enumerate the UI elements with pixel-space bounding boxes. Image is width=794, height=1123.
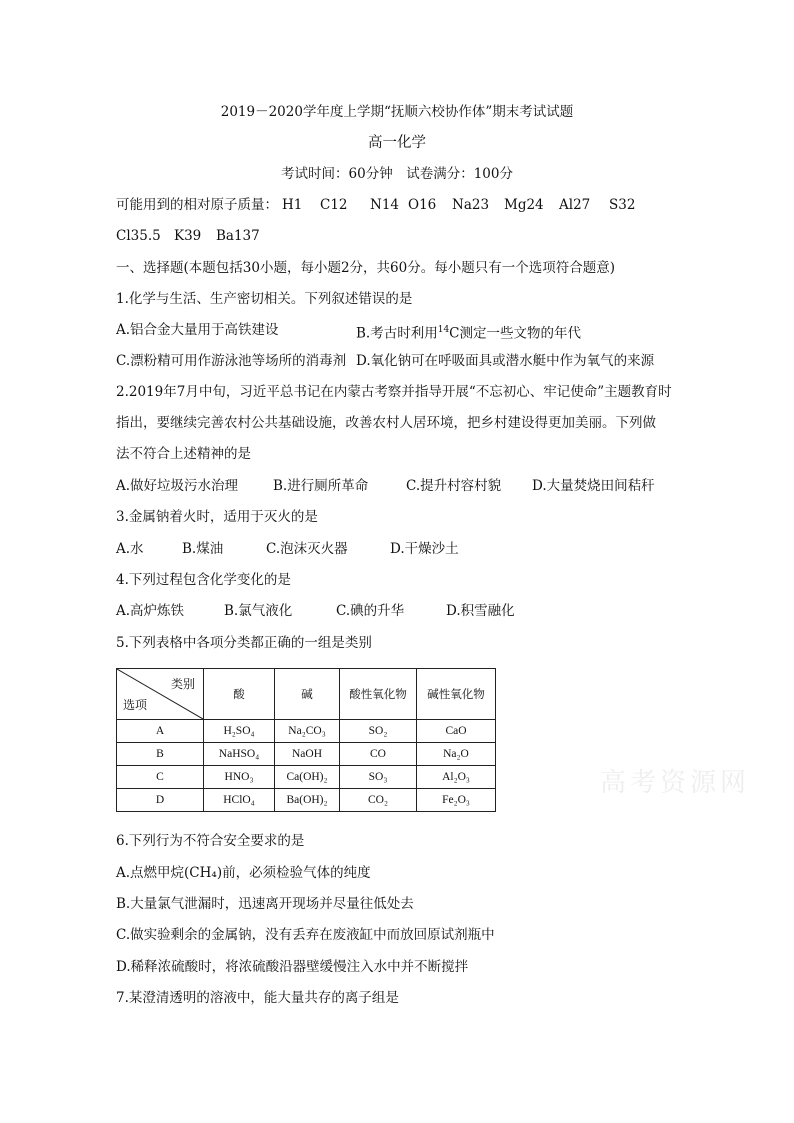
option-d: D.大量焚烧田间秸秆 bbox=[532, 478, 655, 494]
option-d: D.氧化钠可在呼吸面具或潜水艇中作为氧气的来源 bbox=[356, 353, 655, 369]
table-row bbox=[117, 789, 496, 812]
option-d: D.稀释浓硫酸时，将浓硫酸沿器壁缓慢注入水中并不断搅拌 bbox=[116, 959, 469, 975]
mass-item: N14 bbox=[370, 197, 399, 213]
option-b: B.进行厕所革命 bbox=[273, 478, 369, 494]
table-cell: Ca(OH)₂ bbox=[275, 766, 340, 789]
subject-title: 高一化学 bbox=[368, 135, 426, 151]
table-cell: Fe₂O₃ bbox=[417, 789, 496, 812]
mass-item: Na23 bbox=[452, 197, 490, 213]
mass-item: Mg24 bbox=[504, 197, 544, 213]
option-b: B.氯气液化 bbox=[224, 603, 293, 619]
table-cell: HClO₄ bbox=[204, 789, 275, 812]
table-cell: Na₂O bbox=[417, 743, 496, 766]
table-row bbox=[117, 766, 496, 789]
table-cell: NaOH bbox=[275, 743, 340, 766]
table-cell: SO₂ bbox=[340, 720, 417, 743]
mass-item: Cl35.5 bbox=[116, 228, 161, 244]
question-5-stem: 5.下列表格中各项分类都正确的一组是类别 bbox=[116, 635, 372, 651]
atomic-mass-line bbox=[116, 195, 636, 215]
option-a: A.做好垃圾污水治理 bbox=[116, 478, 239, 494]
mass-item: C12 bbox=[320, 197, 348, 213]
option-b-post: C测定一些文物的年代 bbox=[449, 325, 582, 342]
table-cell: Na₂CO₃ bbox=[275, 720, 340, 743]
option-c: C.漂粉精可用作游泳池等场所的消毒剂 bbox=[116, 353, 347, 369]
table-header: 碱 bbox=[275, 669, 340, 720]
table-header: 碱性氧化物 bbox=[417, 669, 496, 720]
table-row bbox=[117, 720, 496, 743]
table-header: 酸 bbox=[204, 669, 275, 720]
classification-table bbox=[116, 668, 496, 812]
table-row bbox=[117, 743, 496, 766]
atomic-mass-label: 可能用到的相对原子质量： bbox=[116, 197, 278, 213]
mass-item: O16 bbox=[408, 197, 437, 213]
option-c: C.做实验剩余的金属钠，没有丢弃在废液缸中而放回原试剂瓶中 bbox=[116, 927, 495, 943]
option-a: A.水 bbox=[116, 541, 144, 557]
table-cell: H₂SO₄ bbox=[204, 720, 275, 743]
isotope-mass-number: 14 bbox=[437, 325, 450, 335]
question-3-stem: 3.金属钠着火时，适用于灭火的是 bbox=[116, 509, 318, 525]
option-c: C.碘的升华 bbox=[336, 603, 405, 619]
option-a: A.点燃甲烷(CH₄)前，必须检验气体的纯度 bbox=[116, 865, 371, 881]
question-2-line2: 指出，要继续完善农村公共基础设施，改善农村人居环境，把乡村建设得更加美丽。下列做 bbox=[116, 415, 656, 431]
corner-bottom-label: 选项 bbox=[123, 698, 148, 712]
table-cell: Ba(OH)₂ bbox=[275, 789, 340, 812]
question-1-stem: 1.化学与生活、生产密切相关。下列叙述错误的是 bbox=[116, 291, 413, 307]
option-b bbox=[356, 320, 581, 344]
mass-item: H1 bbox=[282, 197, 303, 213]
option-a: A.高炉炼铁 bbox=[116, 603, 185, 619]
table-cell: B bbox=[117, 743, 204, 766]
table-cell: CaO bbox=[417, 720, 496, 743]
exam-time-info: 考试时间：60分钟 试卷满分：100分 bbox=[281, 166, 513, 182]
option-b-pre: B.考古时利用 bbox=[356, 325, 438, 342]
corner-top-label: 类别 bbox=[170, 677, 195, 691]
table-cell: CO₂ bbox=[340, 789, 417, 812]
table-cell: HNO₃ bbox=[204, 766, 275, 789]
table-header: 酸性氧化物 bbox=[340, 669, 417, 720]
exam-title: 2019－2020学年度上学期“抚顺六校协作体”期末考试试题 bbox=[220, 104, 574, 120]
table-cell: NaHSO₄ bbox=[204, 743, 275, 766]
mass-item: Al27 bbox=[559, 197, 591, 213]
option-d: D.干燥沙土 bbox=[390, 541, 459, 557]
option-a: A.铝合金大量用于高铁建设 bbox=[116, 322, 279, 338]
mass-item: Ba137 bbox=[216, 228, 260, 244]
question-2-line3: 法不符合上述精神的是 bbox=[116, 446, 251, 462]
table-cell: D bbox=[117, 789, 204, 812]
option-d: D.积雪融化 bbox=[446, 603, 515, 619]
table-cell: Al₂O₃ bbox=[417, 766, 496, 789]
table-corner-cell bbox=[117, 669, 204, 720]
mass-item: K39 bbox=[174, 228, 202, 244]
option-b: B.煤油 bbox=[182, 541, 224, 557]
table-cell: A bbox=[117, 720, 204, 743]
question-2-line1: 2.2019年7月中旬，习近平总书记在内蒙古考察并指导开展“不忘初心、牢记使命”主题教育时 bbox=[116, 384, 672, 400]
question-6-stem: 6.下列行为不符合安全要求的是 bbox=[116, 833, 305, 849]
option-b: B.大量氯气泄漏时，迅速离开现场并尽量往低处去 bbox=[116, 896, 414, 912]
table-cell: CO bbox=[340, 743, 417, 766]
table-cell: C bbox=[117, 766, 204, 789]
option-c: C.提升村容村貌 bbox=[406, 478, 502, 494]
question-7-stem: 7.某澄清透明的溶液中，能大量共存的离子组是 bbox=[116, 990, 399, 1006]
table-header-row bbox=[117, 669, 496, 720]
section-heading: 一、选择题(本题包括30小题，每小题2分，共60分。每小题只有一个选项符合题意) bbox=[116, 260, 615, 276]
watermark: 高考资源网 bbox=[600, 768, 751, 798]
option-c: C.泡沫灭火器 bbox=[266, 541, 348, 557]
table-cell: SO₃ bbox=[340, 766, 417, 789]
question-4-stem: 4.下列过程包含化学变化的是 bbox=[116, 572, 291, 588]
mass-item: S32 bbox=[609, 197, 636, 213]
